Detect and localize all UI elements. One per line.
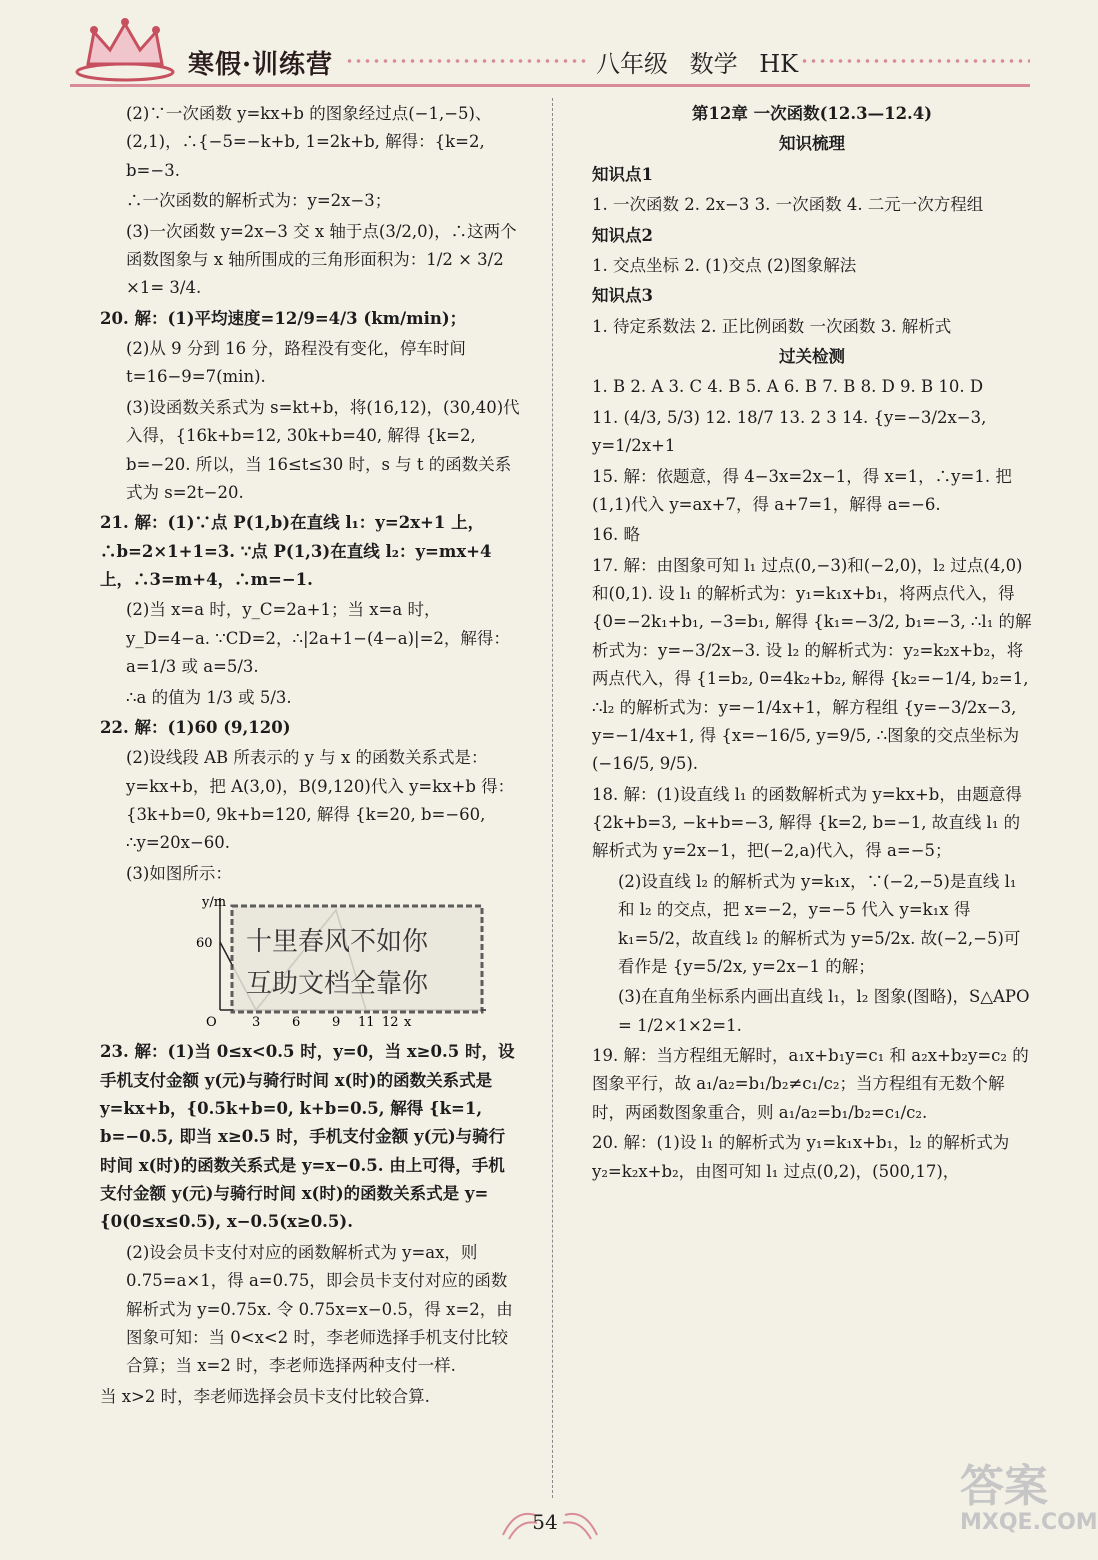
grade-subject: 八年级 数学 HK [596,50,799,78]
question-20: 20. 解：(1)平均速度=12/9=4/3 (km/min)； [100,308,467,328]
answer-paragraph: (3)如图所示： [126,863,232,883]
knowledge-point-title: 知识点1 [592,164,653,184]
stamp-text: 互助文档全靠你 [246,969,429,1000]
answer-item: (2)设直线 l₂ 的解析式为 y=k₁x，∵(−2,−5)是直线 l₁ 和 l₂ 的交点，把 x=−2，y=−5 代入 y=k₁x 得 k₁=5/2，故直线 l₂ 的解析式为 y=5/2x. 故(−2,−5)可看作是 {y=5/2x, y=2x−1 的解； [618,871,1021,976]
y-axis-label: y/m [202,895,227,911]
x-axis-label: x [404,1015,412,1031]
crown-logo-icon [70,14,180,84]
question-21: 21. 解：(1)∵点 P(1,b)在直线 l₁：y=2x+1 上，∴b=2×1+1=3. ∵点 P(1,3)在直线 l₂：y=mx+4 上，∴3=m+4，∴m=−1. [100,513,492,589]
x-tick-label: 11 [358,1015,375,1031]
answer-paragraph: 当 x>2 时，李老师选择会员卡支付比较合算. [100,1386,430,1406]
watermark-site: MXQE.COM [960,1510,1098,1535]
watermark-logo: 答案 [960,1461,1048,1512]
x-tick-label: 12 [382,1015,399,1031]
page-header [0,0,1080,95]
answer-paragraph: ∴a 的值为 1/3 或 5/3. [126,687,292,707]
answer-item: 18. 解：(1)设直线 l₁ 的函数解析式为 y=kx+b，由题意得 {2k+b=3, −k+b=−3, 解得 {k=2, b=−1, 故直线 l₁ 的解析式为 y=2x−1，把(−2,a)代入，得 a=−5； [592,784,1022,861]
x-tick-label: 6 [292,1015,301,1031]
column-divider [552,98,553,1498]
function-graph [196,892,496,1032]
answer-paragraph: (2)∵一次函数 y=kx+b 的图象经过点(−1,−5)、(2,1)，∴{−5=−k+b, 1=2k+b, 解得：{k=2, b=−3. [126,104,492,180]
y-tick-label: 60 [196,936,213,952]
answer-item: 20. 解：(1)设 l₁ 的解析式为 y₁=k₁x+b₁，l₂ 的解析式为 y₂=k₂x+b₂，由图可知 l₁ 过点(0,2)，(500,17)， [592,1133,1010,1181]
answer-paragraph: ∴一次函数的解析式为：y=2x−3； [126,191,392,211]
x-tick-label: 3 [252,1015,261,1031]
question-23: 23. 解：(1)当 0≤x<0.5 时，y=0，当 x≥0.5 时，设手机支付金额 y(元)与骑行时间 x(时)的函数关系式是 y=kx+b，{0.5k+b=0, k+b=0.5, 解得 {k=1, b=−0.5, 即当 x≥0.5 时，手机支付金额 y(元)与骑行时间 x(时)的函数关系式是 y=x−0.5. 由上可得，手机支付金额 y(元)与骑行时间 x(时)的函数关系式是 y={0(0≤x≤0.5), x−0.5(x≥0.5). [100,1042,515,1232]
answer-paragraph: (3)设函数关系式为 s=kt+b，将(16,12)，(30,40)代入得，{16k+b=12, 30k+b=40, 解得 {k=2, b=−20. 所以，当 16≤t≤30 时，s 与 t 的函数关系式为 s=2t−20. [126,397,520,502]
knowledge-point-title: 知识点2 [592,225,653,245]
answer-item: 19. 解：当方程组无解时，a₁x+b₁y=c₁ 和 a₂x+b₂y=c₂ 的图象平行，故 a₁/a₂=b₁/b₂≠c₁/c₂；当方程组有无数个解时，两函数图象重合，则 a₁/a₂=b₁/b₂=c₁/c₂. [592,1046,1029,1122]
left-column [100,100,520,1413]
answer-paragraph: (3)一次函数 y=2x−3 交 x 轴于点(3/2,0)，∴这两个函数图象与 x 轴所围成的三角形面积为：1/2 × 3/2 ×1= 3/4. [126,221,517,298]
answer-item: 11. (4/3, 5/3) 12. 18/7 13. 2 3 14. {y=−3/2x−3, y=1/2x+1 [592,407,987,456]
knowledge-point: 1. 一次函数 2. 2x−3 3. 一次函数 4. 二元一次方程组 [592,195,984,215]
x-tick-label: 9 [332,1015,341,1031]
header-rule [70,84,1030,87]
section-title: 过关检测 [779,347,845,366]
answer-item: (3)在直角坐标系内画出直线 l₁，l₂ 图象(图略)，S△APO = 1/2×1×2=1. [618,987,1030,1035]
header-dots [345,56,590,66]
answer-paragraph: (2)设会员卡支付对应的函数解析式为 y=ax，则 0.75=a×1，得 a=0.75，即会员卡支付对应的函数解析式为 y=0.75x. 令 0.75x=x−0.5，得 x=2，由图象可知：当 0<x<2 时，李老师选择手机支付比较合算；当 x=2 时，李老师选择两种支付一样. [126,1242,513,1376]
origin-label: O [206,1015,217,1031]
answer-item: 17. 解：由图象可知 l₁ 过点(0,−3)和(−2,0)，l₂ 过点(4,0)和(0,1). 设 l₁ 的解析式为：y₁=k₁x+b₁，将两点代入，得 {0=−2k₁+b₁, −3=b₁, 解得 {k₁=−3/2, b₁=−3, ∴l₁ 的解析式为：y=−3/2x−3. 设 l₂ 的解析式为：y₂=k₂x+b₂，将两点代入，得 {1=b₂, 0=4k₂+b₂, 解得 {k₂=−1/4, b₂=1, ∴l₂ 的解析式为：y=−1/4x+1，解方程组 {y=−3/2x−3, y=−1/4x+1, 得 {x=−16/5, y=9/5, ∴图象的交点坐标为(−16/5, 9/5). [592,555,1032,774]
header-dots-right [800,56,1030,66]
knowledge-point-title: 知识点3 [592,286,653,306]
right-column [592,100,1032,1188]
answer-paragraph: (2)从 9 分到 16 分，路程没有变化，停车时间 t=16−9=7(min). [126,339,466,387]
question-22: 22. 解：(1)60 (9,120) [100,717,291,737]
page-number: 54 [532,1510,558,1534]
knowledge-point: 1. 待定系数法 2. 正比例函数 一次函数 3. 解析式 [592,316,952,336]
answer-item: 16. 略 [592,525,640,545]
section-title: 知识梳理 [779,134,845,154]
graph-svg [196,892,496,1032]
stamp-text: 十里春风不如你 [246,927,429,958]
chapter-title: 第12章 一次函数(12.3—12.4) [691,104,933,123]
knowledge-point: 1. 交点坐标 2. (1)交点 (2)图象解法 [592,255,857,275]
answer-paragraph: (2)当 x=a 时，y_C=2a+1；当 x=a 时，y_D=4−a. ∵CD=2，∴|2a+1−(4−a)|=2，解得：a=1/3 或 a=5/3. [126,600,510,677]
brand-title: 寒假·训练营 [188,50,334,80]
answer-item: 15. 解：依题意，得 4−3x=2x−1，得 x=1，∴y=1. 把(1,1)代入 y=ax+7，得 a+7=1，解得 a=−6. [592,466,1012,514]
answer-item: 1. B 2. A 3. C 4. B 5. A 6. B 7. B 8. D 9. B 10. D [592,377,984,397]
answer-paragraph: (2)设线段 AB 所表示的 y 与 x 的函数关系式是：y=kx+b，把 A(3,0)，B(9,120)代入 y=kx+b 得：{3k+b=0, 9k+b=120, 解得 {k=20, b=−60, ∴y=20x−60. [126,748,515,853]
